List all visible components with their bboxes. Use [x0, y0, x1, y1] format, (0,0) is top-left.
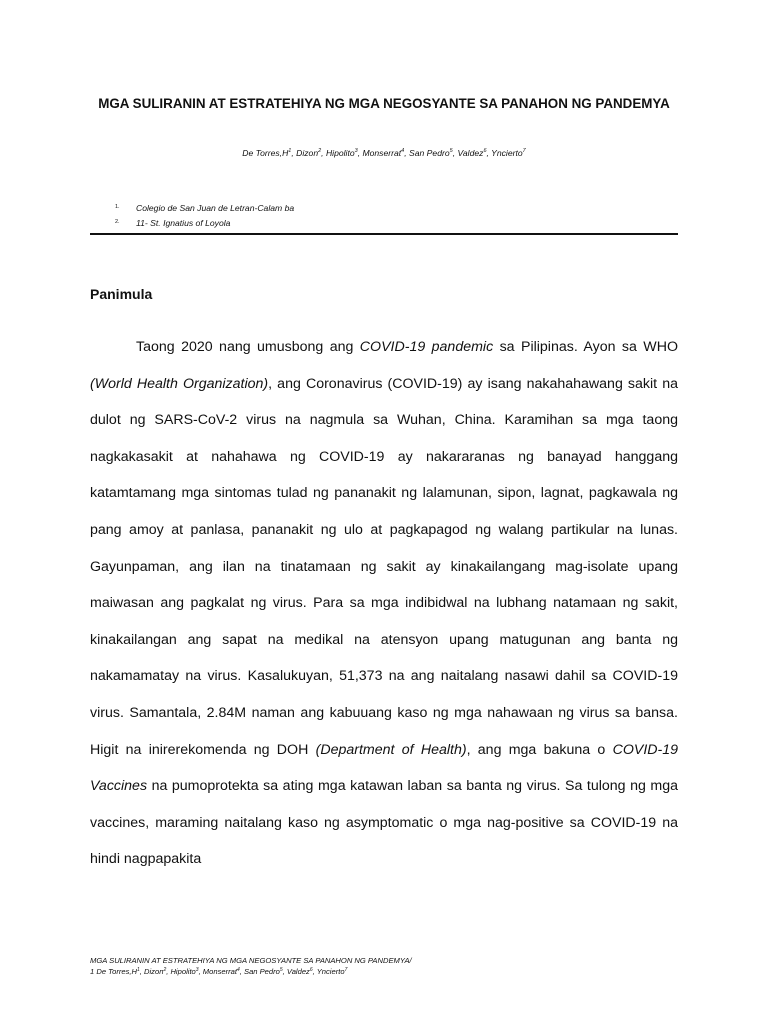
- body-text-run: sa Pilipinas. Ayon sa WHO: [493, 339, 678, 355]
- author-affiliation-sup: 7: [522, 148, 526, 154]
- section-heading: Panimula: [90, 286, 153, 302]
- italic-term: COVID-19 Vaccines: [90, 741, 679, 795]
- footer-prefix: 1: [90, 967, 97, 976]
- body-text-run: na pumoprotekta sa ating mga katawan laban sa banta ng virus. Sa tulong ng mga vaccines, maraming naitalang kaso ng asymptomatic o mga nag-positive sa COVID-19 na hindi nagpapakita: [90, 778, 678, 868]
- italic-term: (World Health Organization): [90, 375, 269, 392]
- author-affiliation-sup: 5: [449, 148, 453, 154]
- author-name: Valdez: [457, 148, 484, 158]
- author-affiliation-sup: 7: [344, 967, 348, 973]
- header-divider: [90, 233, 678, 235]
- author-name: Yncierto: [491, 148, 523, 158]
- body-paragraph: [90, 329, 678, 878]
- author-name: Hipolito: [170, 967, 196, 976]
- author-name: Yncierto: [316, 967, 345, 976]
- italic-term: COVID-19 pandemic: [359, 339, 494, 355]
- author-name: Valdez: [286, 967, 310, 976]
- author-affiliation-sup: 2: [318, 148, 322, 154]
- affiliation-number: 2.: [115, 219, 120, 225]
- author-affiliation-sup: 3: [195, 967, 199, 973]
- author-affiliation-sup: 4: [401, 148, 405, 154]
- paper-title: MGA SULIRANIN AT ESTRATEHIYA NG MGA NEGOSYANTE SA PANAHON NG PANDEMYA: [98, 96, 670, 111]
- italic-term: (Department of Health): [315, 741, 467, 758]
- affiliation-2: [115, 218, 230, 228]
- author-name: De Torres,H: [96, 967, 137, 976]
- author-affiliation-sup: 2: [163, 967, 167, 973]
- author-name: San Pedro: [244, 967, 280, 976]
- author-name: San Pedro: [409, 148, 450, 158]
- body-text-run: , ang Coronavirus (COVID-19) ay isang nakahahawang sakit na dulot ng SARS-CoV-2 virus na nagmula sa Wuhan, China. Karamihan sa mga taong nagkakasakit at nahahawa ng COVID-19 ay nakararanas ng banayad hanggang katamtamang mga sintomas tulad ng pananakit ng lalamunan, sipon, lagnat, pagkawala ng pang amoy at panlasa, pananakit ng ulo at pagkapagod ng walang partikular na lunas. Gayunpaman, ang ilan na tinatamaan ng sakit ay kinakailangang mag-isolate upang maiwasan ang pagkalat ng virus. Para sa mga indibidwal na lubhang natamaan ng sakit, kinakailangan ang sapat na medikal na atensyon upang matugunan ang banta ng nakamamatay na virus. Kasalukuyan, 51,373 na ang naitalang nasawi dahil sa COVID-19 virus. Samantala, 2.84M naman ang kabuuang kaso ng mga nahawaan ng virus sa bansa. Higit na inirerekomenda ng DOH: [90, 375, 678, 758]
- affiliation-text: 11- St. Ignatius of Loyola: [136, 218, 231, 228]
- footer-authors: 1 De $Torres,H^1$, Dizon$^2$, Hipolito$^3$, Monserrat$^4$, San Pedro$^5$, Valdez$^6$, Yncierto$^7$: [90, 967, 348, 976]
- page-footer: [90, 955, 412, 977]
- author-name: Dizon: [296, 148, 319, 158]
- author-affiliation-sup: 6: [309, 967, 313, 973]
- affiliation-number: 1.: [115, 204, 120, 210]
- author-affiliation-sup: 5: [279, 967, 283, 973]
- body-text-run: , ang mga bakuna o: [466, 741, 613, 758]
- author-name: Monserrat: [202, 967, 237, 976]
- author-name: Hipolito: [325, 148, 355, 158]
- affiliation-1: [115, 203, 294, 213]
- author-name: De Torres,H: [242, 148, 289, 158]
- author-line: De $Torres,H^1$, Dizon$^2$, Hipolito$^3$, Monserrat$^4$, San Pedro$^5$, Valdez$^6$, Yncierto$^7$: [242, 148, 526, 158]
- author-affiliation-sup: 6: [483, 148, 487, 154]
- affiliation-text: Colegio de San Juan de Letran-Calam ba: [136, 203, 295, 213]
- author-affiliation-sup: 1: [288, 148, 292, 154]
- body-text-run: Taong 2020 nang umusbong ang: [136, 339, 360, 355]
- author-affiliation-sup: 3: [354, 148, 358, 154]
- author-affiliation-sup: 4: [236, 967, 240, 973]
- author-name: Dizon: [144, 967, 164, 976]
- footer-title: MGA SULIRANIN AT ESTRATEHIYA NG MGA NEGOSYANTE SA PANAHON NG PANDEMYA/: [90, 956, 412, 965]
- author-name: Monserrat: [362, 148, 402, 158]
- author-affiliation-sup: 1: [137, 967, 140, 973]
